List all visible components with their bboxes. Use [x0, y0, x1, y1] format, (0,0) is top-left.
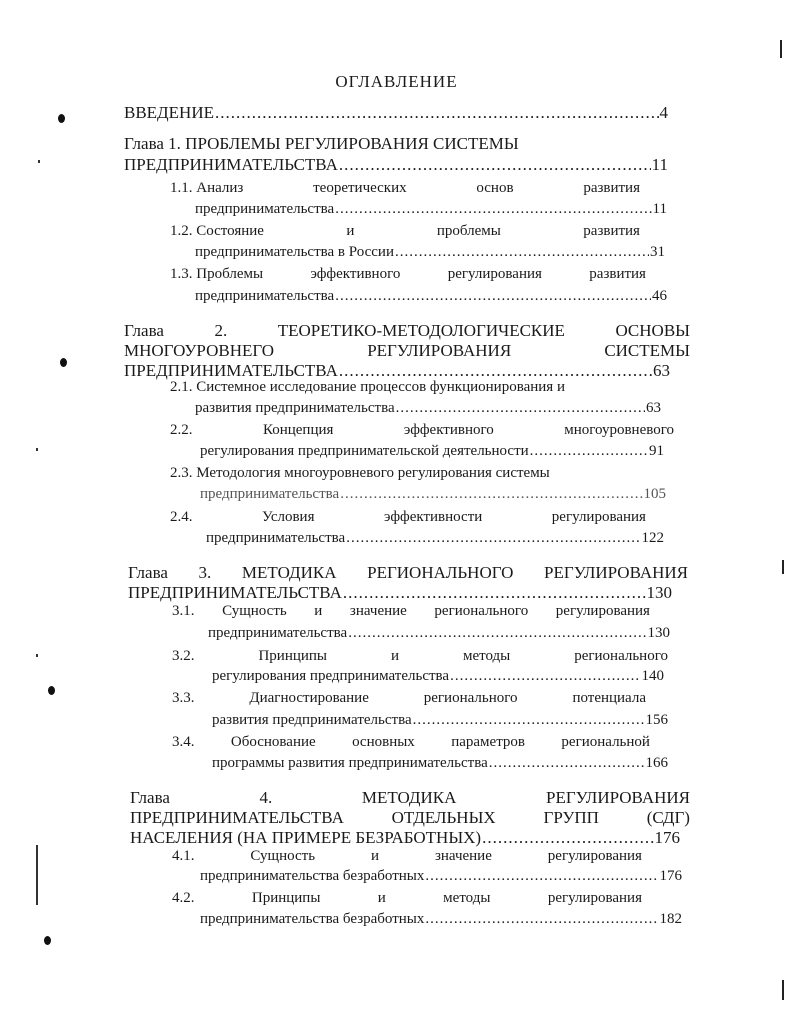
section-word: Условия: [262, 509, 315, 525]
section-word: Обоснование: [230, 734, 316, 750]
heading-word: ГРУПП: [543, 808, 599, 827]
section-2-1-line2[interactable]: [195, 400, 661, 417]
section-1-1[interactable]: [170, 180, 640, 197]
chapter-2-heading-line3[interactable]: [124, 361, 670, 381]
heading-word: РЕГУЛИРОВАНИЯ: [544, 563, 688, 582]
section-text: развития предпринимательства: [212, 712, 412, 728]
section-2-2-line2[interactable]: [200, 443, 664, 460]
section-2-4[interactable]: [170, 509, 646, 526]
punch-hole-mark: [44, 936, 51, 945]
section-3-1[interactable]: [172, 603, 650, 620]
section-2-4-line2[interactable]: [206, 530, 664, 547]
section-4-1-line2[interactable]: [200, 868, 682, 885]
heading-word: ОСНОВЫ: [615, 321, 690, 340]
section-text: предпринимательства безработных: [200, 868, 425, 884]
page-number: 130: [647, 625, 670, 641]
chapter-2-heading[interactable]: [124, 321, 690, 341]
page-number: 105: [643, 486, 666, 502]
heading-word: МЕТОДИКА: [361, 788, 457, 807]
section-word: и: [346, 223, 355, 239]
section-word: проблемы: [436, 223, 501, 239]
section-word: Сущность: [222, 603, 287, 619]
section-text: 2.3. Методология многоуровневого регулирования системы: [170, 465, 550, 481]
section-text: программы развития предпринимательства: [212, 755, 488, 771]
page-number: 4: [659, 103, 668, 122]
section-2-2[interactable]: [170, 422, 674, 439]
section-word: 3.1.: [172, 603, 195, 619]
chapter-3-heading-line2[interactable]: [128, 583, 672, 603]
heading-word: ОТДЕЛЬНЫХ: [391, 808, 496, 827]
section-word: и: [314, 603, 323, 619]
chapter-heading-text: ПРЕДПРИНИМАТЕЛЬСТВА: [124, 361, 338, 380]
heading-word: ПРЕДПРИНИМАТЕЛЬСТВА: [130, 808, 344, 827]
section-text: предпринимательства: [200, 486, 340, 502]
section-word: многоуровневого: [564, 422, 674, 438]
chapter-4-heading[interactable]: [130, 788, 690, 808]
heading-word: РЕГИОНАЛЬНОГО: [367, 563, 514, 582]
scan-speck: [38, 160, 40, 163]
section-text: предпринимательства безработных: [200, 911, 425, 927]
heading-word: Глава: [128, 563, 168, 582]
scan-speck: [36, 654, 38, 657]
page-number: 91: [649, 443, 664, 459]
section-word: регулирования: [547, 890, 642, 906]
section-2-1[interactable]: [170, 379, 565, 396]
section-word: развития: [583, 223, 640, 239]
page-number: 166: [645, 755, 668, 771]
section-1-3-line2[interactable]: [195, 288, 667, 305]
section-3-3[interactable]: [172, 690, 646, 707]
section-text: регулирования предпринимательства: [212, 668, 450, 684]
section-word: 3.3.: [172, 690, 195, 706]
page-title: ОГЛАВЛЕНИЕ: [335, 72, 458, 91]
section-word: регулирования: [447, 266, 542, 282]
section-text: 2.1. Системное исследование процессов функционирования и: [170, 379, 565, 395]
section-word: 2.4.: [170, 509, 193, 525]
section-word: 1.3. Проблемы: [170, 266, 264, 282]
section-4-2[interactable]: [172, 890, 642, 907]
section-4-1[interactable]: [172, 848, 642, 865]
section-word: и: [390, 648, 399, 664]
chapter-4-heading-line3[interactable]: [130, 828, 680, 848]
chapter-4-heading-line2[interactable]: [130, 808, 690, 828]
section-word: регулирования: [547, 848, 642, 864]
toc-entry-intro[interactable]: [124, 103, 668, 123]
section-1-3[interactable]: [170, 266, 646, 283]
section-word: Принципы: [251, 890, 321, 906]
section-text: регулирования предпринимательской деятельности: [200, 443, 529, 459]
section-text: предпринимательства: [208, 625, 348, 641]
section-3-4-line2[interactable]: [212, 755, 668, 772]
section-word: регулирования: [551, 509, 646, 525]
section-3-2[interactable]: [172, 648, 668, 665]
section-word: Принципы: [258, 648, 328, 664]
section-word: регионального: [423, 690, 518, 706]
section-word: регулирования: [555, 603, 650, 619]
page-number: 182: [659, 911, 682, 927]
scan-edge-line: [780, 40, 782, 58]
section-1-2[interactable]: [170, 223, 640, 240]
heading-word: РЕГУЛИРОВАНИЯ: [546, 788, 690, 807]
chapter-1-heading[interactable]: [124, 134, 519, 154]
page-number: 11: [652, 201, 667, 217]
heading-word: ТЕОРЕТИКО-МЕТОДОЛОГИЧЕСКИЕ: [277, 321, 565, 340]
section-word: 1.1. Анализ: [170, 180, 244, 196]
section-word: 4.1.: [172, 848, 195, 864]
chapter-heading-text: ПРЕДПРИНИМАТЕЛЬСТВА: [124, 155, 338, 174]
section-word: 3.2.: [172, 648, 195, 664]
section-word: значение: [434, 848, 492, 864]
page-number: 156: [645, 712, 668, 728]
heading-word: МЕТОДИКА: [241, 563, 337, 582]
section-2-3-line2[interactable]: [200, 486, 666, 503]
section-word: эффективности: [384, 509, 483, 525]
section-text: предпринимательства: [206, 530, 346, 546]
heading-word: Глава: [130, 788, 170, 807]
heading-word: РЕГУЛИРОВАНИЯ: [367, 341, 512, 360]
scan-speck: [36, 448, 38, 451]
chapter-2-heading-line2[interactable]: [124, 341, 690, 361]
page-number: 11: [651, 155, 668, 174]
page-number: 122: [641, 530, 664, 546]
section-word: Концепция: [262, 422, 334, 438]
section-word: основных: [352, 734, 415, 750]
section-word: значение: [349, 603, 407, 619]
chapter-1-heading-line2[interactable]: [124, 155, 668, 175]
section-text: предпринимательства в России: [195, 244, 394, 260]
section-2-3[interactable]: [170, 465, 550, 482]
page-number: 176: [659, 868, 682, 884]
section-word: 3.4.: [172, 734, 195, 750]
section-word: развития: [589, 266, 646, 282]
chapter-heading-text: Глава 1. ПРОБЛЕМЫ РЕГУЛИРОВАНИЯ СИСТЕМЫ: [124, 134, 519, 153]
page-number: 63: [646, 400, 661, 416]
heading-word: 2.: [214, 321, 228, 340]
section-word: Диагностирование: [249, 690, 369, 706]
section-text: предпринимательства: [195, 201, 335, 217]
section-3-1-line2[interactable]: [208, 625, 670, 642]
section-3-2-line2[interactable]: [212, 668, 664, 685]
heading-word: СИСТЕМЫ: [604, 341, 690, 360]
heading-word: (СДГ): [646, 808, 690, 827]
scan-edge-line: [36, 845, 38, 905]
section-3-3-line2[interactable]: [212, 712, 668, 729]
page-number: 46: [652, 288, 667, 304]
entry-text: ВВЕДЕНИЕ: [124, 103, 214, 122]
punch-hole-mark: [58, 114, 65, 123]
scan-edge-line: [782, 560, 784, 574]
section-word: теоретических: [313, 180, 407, 196]
section-word: основ: [476, 180, 514, 196]
section-word: 1.2. Состояние: [170, 223, 264, 239]
section-word: развития: [583, 180, 640, 196]
section-word: региональной: [561, 734, 650, 750]
section-word: регионального: [574, 648, 668, 664]
page-number: 31: [650, 244, 665, 260]
section-word: эффективного: [310, 266, 401, 282]
heading-word: Глава: [124, 321, 164, 340]
section-word: и: [377, 890, 386, 906]
section-word: параметров: [451, 734, 526, 750]
page-number: 140: [641, 668, 664, 684]
section-word: и: [370, 848, 380, 864]
section-word: методы: [462, 648, 511, 664]
chapter-heading-text: НАСЕЛЕНИЯ (НА ПРИМЕРЕ БЕЗРАБОТНЫХ): [130, 828, 482, 847]
section-word: потенциала: [572, 690, 646, 706]
section-4-2-line2[interactable]: [200, 911, 682, 928]
section-word: Сущность: [250, 848, 316, 864]
section-3-4[interactable]: [172, 734, 650, 751]
section-text: развития предпринимательства: [195, 400, 395, 416]
scan-edge-line: [782, 980, 784, 1000]
section-text: предпринимательства: [195, 288, 335, 304]
section-word: 4.2.: [172, 890, 195, 906]
section-word: 2.2.: [170, 422, 193, 438]
section-word: эффективного: [403, 422, 494, 438]
section-word: регионального: [434, 603, 529, 619]
punch-hole-mark: [48, 686, 55, 695]
page-number: 130: [646, 583, 672, 602]
punch-hole-mark: [60, 358, 67, 367]
heading-word: МНОГОУРОВНЕГО: [124, 341, 275, 360]
chapter-heading-text: ПРЕДПРИНИМАТЕЛЬСТВА: [128, 583, 342, 602]
page-number: 176: [654, 828, 680, 847]
section-word: методы: [443, 890, 491, 906]
section-1-2-line2[interactable]: [195, 244, 665, 261]
heading-word: 3.: [198, 563, 212, 582]
page-number: 63: [653, 361, 670, 380]
chapter-3-heading[interactable]: [128, 563, 688, 583]
heading-word: 4.: [259, 788, 273, 807]
section-1-1-line2[interactable]: [195, 201, 667, 218]
